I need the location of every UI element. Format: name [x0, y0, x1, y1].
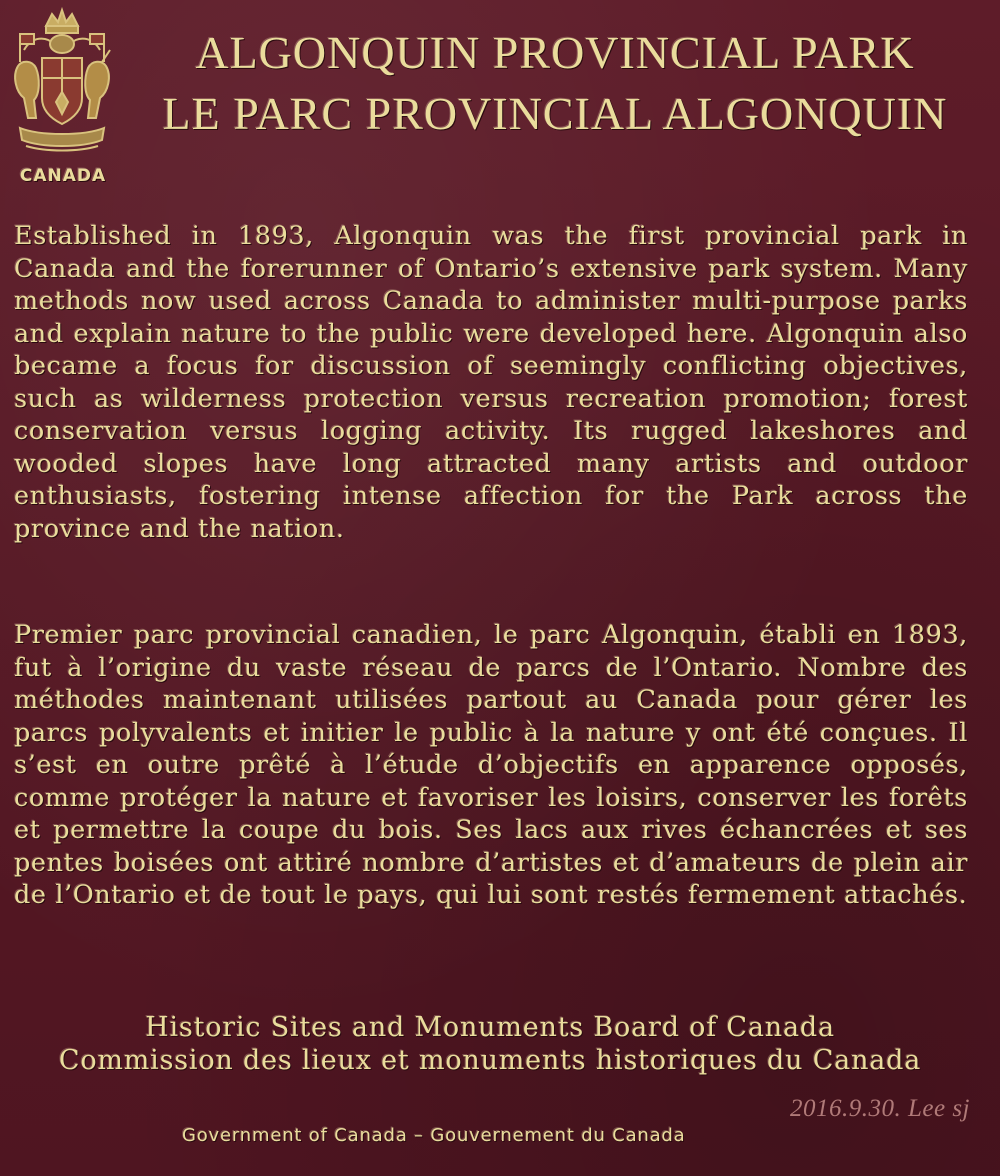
photo-credit-watermark: 2016.9.30. Lee sj — [789, 1095, 970, 1122]
plaque-title-french: LE PARC PROVINCIAL ALGONQUIN — [162, 88, 948, 139]
plaque-title-english: ALGONQUIN PROVINCIAL PARK — [195, 27, 915, 78]
coat-of-arms-emblem — [6, 6, 118, 156]
crest-label: CANADA — [19, 166, 107, 186]
board-name-french: Commission des lieux et monuments historiques du Canada — [58, 1045, 922, 1076]
plaque-text-french: Premier parc provincial canadien, le parc Algonquin, établi en 1893, fut à l’origine du vaste réseau de parcs de l’Ontario. Nombre des méthodes maintenant utilisées partout au Canada pour gérer les parcs polyvalents et initier le public à la nature y ont été conçues. Il s’est en outre prêté à l’étude d’objectifs en apparence opposés, comme protéger la nature et favoriser les loisirs, conserver les forêts et permettre la coupe du bois. Ses lacs aux rives échancrées et ses pentes boisées ont attiré nombre d’artistes et d’amateurs de plein air de l’Ontario et de tout le pays, qui lui sont restés fermement attachés. — [14, 620, 968, 910]
board-name-english: Historic Sites and Monuments Board of Canada — [145, 1012, 835, 1043]
plaque-text-english: Established in 1893, Algonquin was the first provincial park in Canada and the forerunner of Ontario’s extensive park system. Many methods now used across Canada to administer multi-purpose parks and explain nature to the public were developed here. Algonquin also became a focus for discussion of seemingly conflicting objectives, such as wilderness protection versus recreation promotion; forest conservation versus logging activity. Its rugged lakeshores and wooded slopes have long attracted many artists and outdoor enthusiasts, fostering intense affection for the Park across the province and the nation. — [14, 221, 968, 544]
government-line: Government of Canada – Gouvernement du Canada — [182, 1125, 686, 1146]
